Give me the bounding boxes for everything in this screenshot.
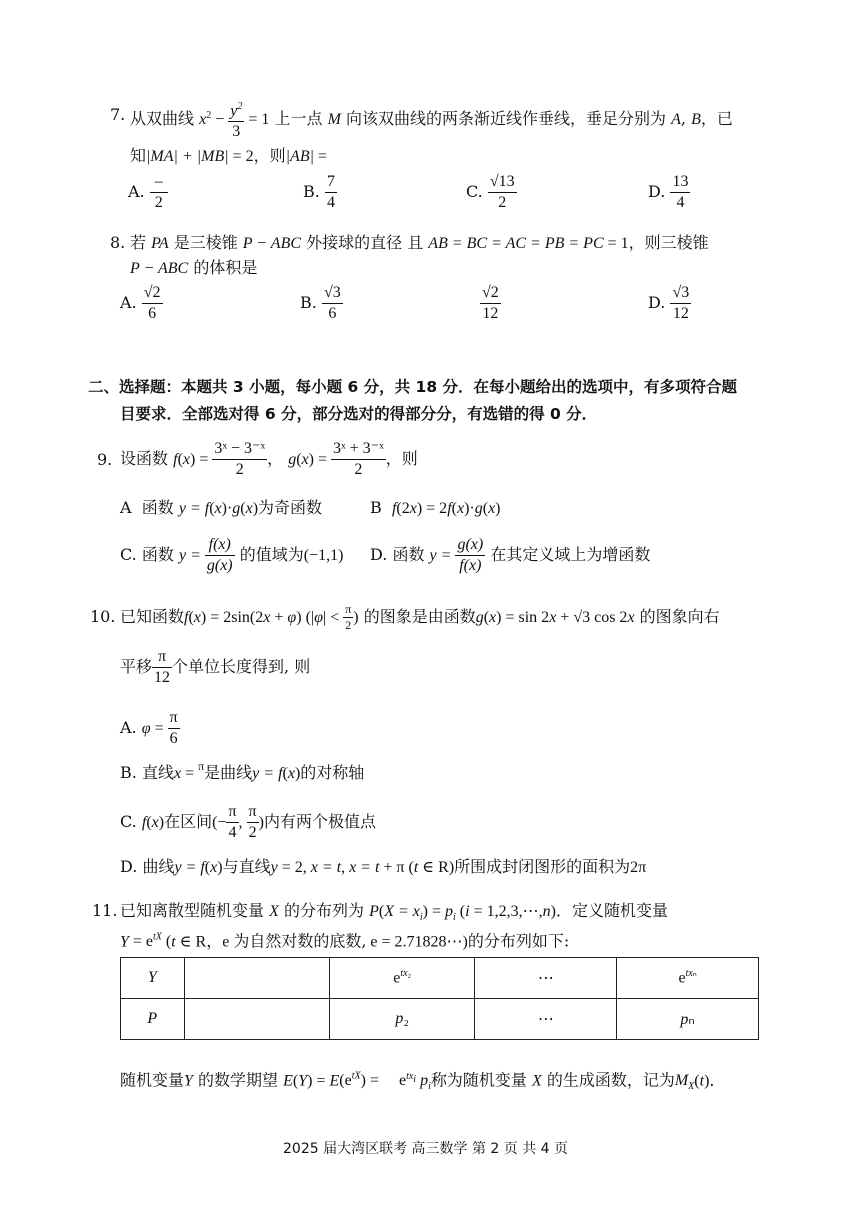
q7-option-b[interactable]: B. $\frac{7}{4}$ [303,173,335,211]
q7-line1: 从双曲线 $x^2$ − $\frac{y^2}{3}$ = 1 上一点 M 向该双曲线的两条渐近线作垂线，垂足分别为 A, B，已 [130,97,733,142]
q9-option-b[interactable]: B f(2x) = 2f(x)·g(x) [370,498,501,517]
q7-option-c[interactable]: C. $\frac{√13}{2}$ [466,173,515,211]
q8-number: 8. [110,233,126,252]
table-cell: ⋯ [475,999,617,1040]
table-row [121,958,759,999]
q9-number: 9. [97,450,113,469]
q9-option-d[interactable]: D. 函数 y = $\frac{g(x)}{f(x)}$ 在其定义域上为增函数 [370,536,651,574]
table-cell: p₂ [329,999,475,1040]
q11-line1: 已知离散型随机变量 X 的分布列为 $P(X = x_i) = p_i$ (i = 1,2,3,⋯,n)．定义随机变量 [120,901,668,924]
section2-heading-line2: 目要求．全部选对得 6 分，部分选对的得部分分，有选错的得 0 分． [120,405,598,423]
q9-option-c[interactable]: C. 函数 y = $\frac{f(x)}{g(x)}$ 的值域为(−1,1) [120,536,344,574]
q9-definition: 设函数 f(x) = $\frac{\text{3ˣ − 3⁻ˣ}}{2}$ ， g(x) = $\frac{\text{3ˣ + 3⁻ˣ}}{2}$ ，则 [120,440,418,478]
section2-heading-line1: 二、选择题：本题共 3 小题，每小题 6 分，共 18 分．在每小题给出的选项中，有多项符合题 [88,378,738,396]
q10-option-c[interactable]: C. f(x)在区间(− $\frac{\pi}{4}$ , $\frac{\pi}{2}$ )内有两个极值点 [120,803,376,841]
q10-line2: 平移 $\frac{\pi}{12}$ 个单位长度得到, 则 [120,648,311,686]
q11-last-line: 随机变量Y 的数学期望 $E(Y) = E(e^{tX})$ = $e^{tx_i}$ $p_i$称为随机变量 X 的生成函数，记为$M_X(t)$． [120,1070,726,1093]
q7-fraction-y2-3: $\frac{y^2}{3}$ [228,97,244,142]
table-cell: pₙ [617,999,759,1040]
q7-option-a[interactable]: A. $\frac{-}{2}$ [128,172,168,213]
table-header-y: Y [121,958,185,999]
q10-option-a[interactable]: A. φ = $\frac{\pi}{6}$ [120,709,178,747]
table-row [121,999,759,1040]
q11-line2: $Y = e^{tX}$ (t ∈ R，e 为自然对数的底数, e = 2.71828⋯)的分布列如下: [120,931,570,951]
table-cell: $e^{tx_2}$ [329,958,475,999]
q8-option-c[interactable]: $\frac{√2}{12}$ [482,284,499,322]
distribution-table [120,957,759,1040]
q8-option-a[interactable]: A. $\frac{√2}{6}$ [120,284,161,322]
q10-line1: 已知函数f(x) = 2sin(2x + φ) (|φ| < $\frac{\pi}{2}$ ) 的图象是由函数g(x) = sin 2x + √3 cos 2x 的图象向右 [120,602,720,632]
q8-line2: P − ABC 的体积是 [130,258,258,277]
q10-option-d[interactable]: D. 曲线y = f(x)与直线y = 2, x = t, x = t + π (t ∈ R)所围成封闭图形的面积为2π [120,857,647,876]
q10-number: 10. [90,607,116,626]
q7-option-d[interactable]: D. $\frac{13}{4}$ [648,173,689,211]
q8-option-b[interactable]: B. $\frac{√3}{6}$ [300,284,341,322]
q9-option-a[interactable]: A 函数 y = f(x)·g(x)为奇函数 [120,498,323,517]
table-cell: ⋯ [475,958,617,999]
q7-number: 7. [110,105,126,124]
table-cell [184,999,329,1040]
q7-line2: 知|MA| + |MB| = 2，则|AB| = [130,146,328,165]
table-cell: $e^{tx_n}$ [617,958,759,999]
table-header-p: P [121,999,185,1040]
table-cell [184,958,329,999]
q11-number: 11. [92,901,118,920]
q8-line1: 若 PA 是三棱锥 P − ABC 外接球的直径 且 AB = BC = AC = PB = PC = 1，则三棱锥 [130,233,709,252]
page-footer: 2025 届大湾区联考 高三数学 第 2 页 共 4 页 [283,1141,569,1157]
q10-option-b[interactable]: B. 直线x = $^\pi$是曲线y = f(x)的对称轴 [120,759,365,782]
q8-option-d[interactable]: D. $\frac{√3}{12}$ [648,284,690,322]
